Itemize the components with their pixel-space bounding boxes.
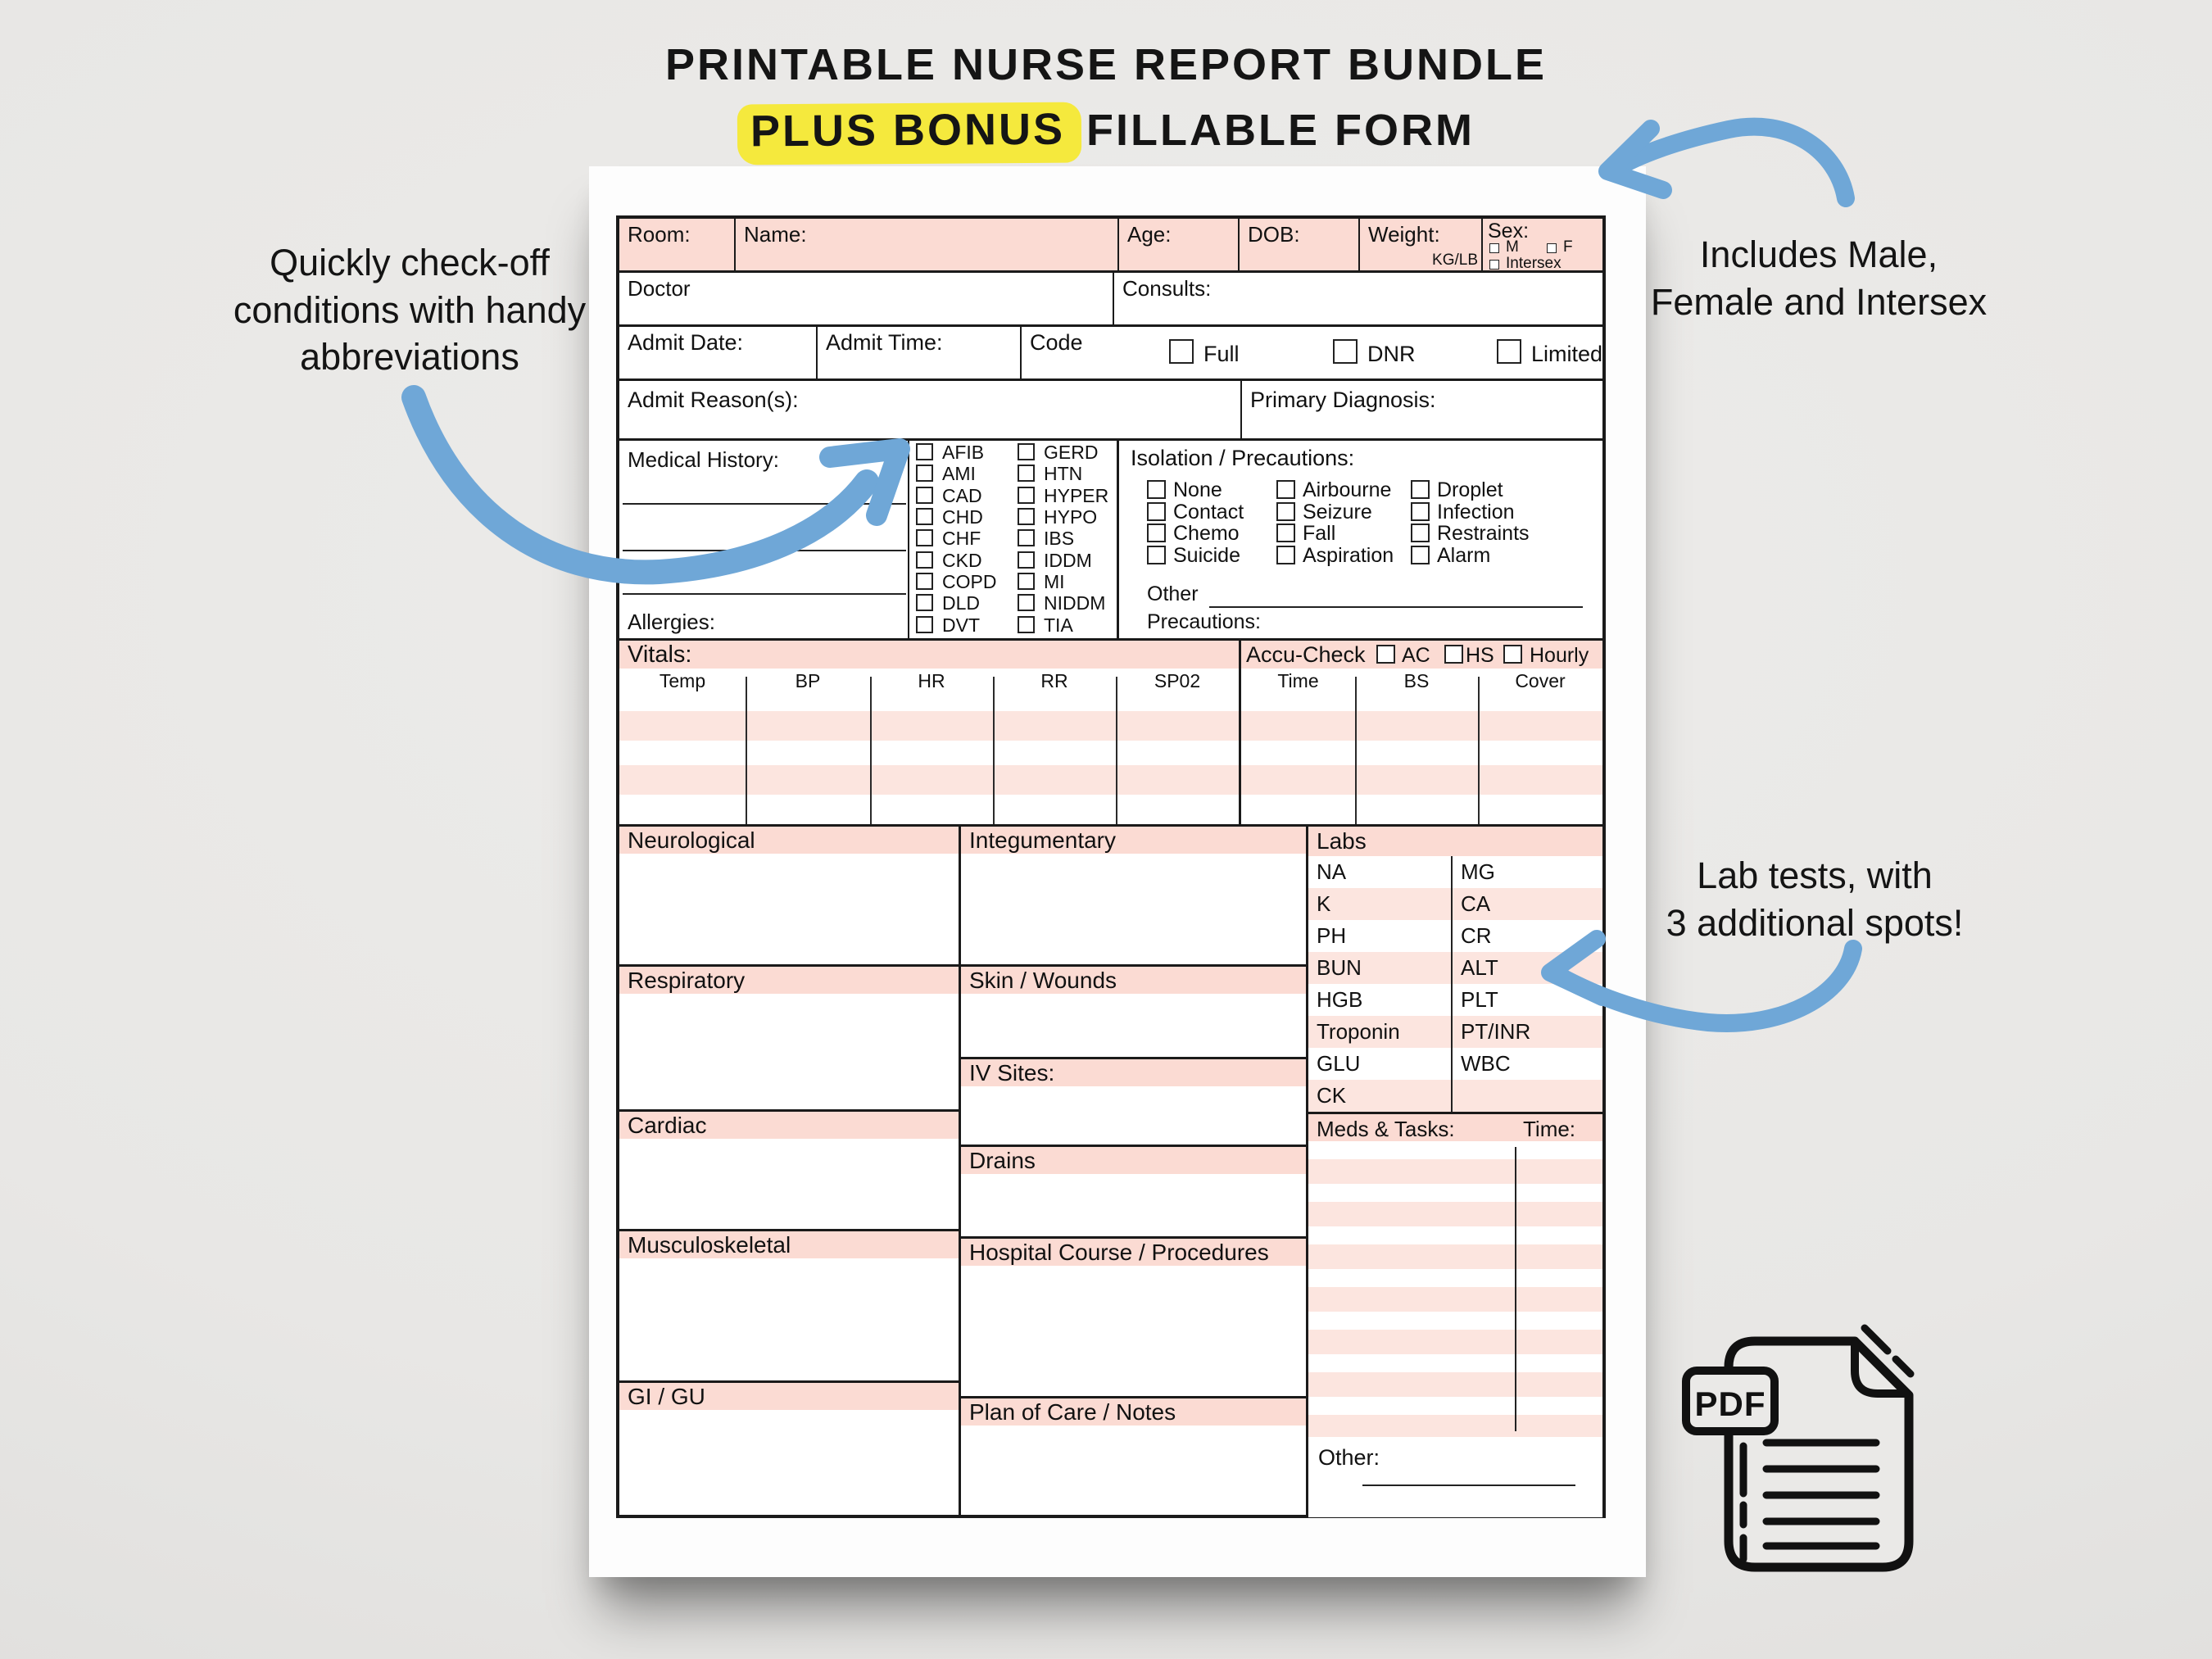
iso-restraints-checkbox[interactable]	[1411, 524, 1430, 542]
other-field[interactable]	[1308, 1437, 1602, 1517]
mh-chd-checkbox[interactable]	[916, 508, 933, 525]
iv-sites-section[interactable]	[961, 1057, 1306, 1145]
respiratory-label: Respiratory	[619, 967, 959, 994]
sex-field[interactable]	[1483, 219, 1602, 273]
lab-row-k[interactable]: K	[1308, 888, 1451, 920]
lab-row-troponin[interactable]: Troponin	[1308, 1016, 1451, 1048]
code-label: Code	[1030, 330, 1083, 355]
admit-time-label: Admit Time:	[826, 330, 943, 355]
dob-label: DOB:	[1248, 222, 1300, 247]
iso-other-line[interactable]	[1209, 606, 1583, 608]
drains-label: Drains	[961, 1147, 1306, 1174]
sex-male-label: M	[1506, 238, 1519, 256]
medical-history-checkbox-panel	[909, 441, 1119, 638]
accucheck-divider-2	[1478, 677, 1480, 824]
accucheck-hs-checkbox[interactable]	[1444, 645, 1463, 664]
name-field[interactable]	[736, 219, 1119, 273]
iso-none-checkbox[interactable]	[1147, 480, 1166, 499]
mh-ami-label: AMI	[942, 463, 976, 484]
iso-precautions-label: Precautions:	[1147, 610, 1261, 633]
room-field[interactable]	[619, 219, 736, 273]
code-field[interactable]	[1022, 327, 1602, 381]
mh-htn-label: HTN	[1044, 463, 1083, 484]
iso-aspiration-checkbox[interactable]	[1276, 546, 1295, 564]
iso-seizure-checkbox[interactable]	[1276, 502, 1295, 521]
mh-niddm-checkbox[interactable]	[1018, 594, 1035, 611]
vitals-label: Vitals:	[628, 641, 692, 668]
page-title: PRINTABLE NURSE REPORT BUNDLE	[664, 40, 1548, 89]
hospital-course-section[interactable]	[961, 1236, 1306, 1396]
mh-ckd-label: CKD	[942, 550, 982, 571]
iso-airbourne-checkbox[interactable]	[1276, 480, 1295, 499]
pdf-file-icon	[1681, 1323, 1927, 1585]
page-subtitle-rest: FILLABLE FORM	[1086, 106, 1475, 155]
labs-left-column[interactable]	[1308, 856, 1451, 1112]
mh-chd-label: CHD	[942, 506, 983, 528]
lab-row-glu[interactable]: GLU	[1317, 1051, 1361, 1076]
weight-unit-label: KG/LB	[1432, 252, 1478, 269]
vitals-divider-3	[993, 677, 995, 824]
accucheck-col-bs: BS	[1403, 670, 1430, 691]
accucheck-divider-1	[1355, 677, 1357, 824]
iso-contact-label: Contact	[1173, 501, 1244, 524]
note-labs-line2: 3 additional spots!	[1666, 901, 1964, 944]
mh-afib-checkbox[interactable]	[916, 443, 933, 460]
medical-history-line2	[623, 550, 906, 551]
iso-infection-checkbox[interactable]	[1411, 502, 1430, 521]
iso-fall-checkbox[interactable]	[1276, 524, 1295, 542]
iso-seizure-label: Seizure	[1303, 501, 1372, 524]
hospital-course-label: Hospital Course / Procedures	[961, 1239, 1306, 1266]
sex-male-checkbox[interactable]	[1489, 243, 1499, 253]
vitals-header-bar	[619, 641, 1239, 669]
neurological-label: Neurological	[619, 827, 959, 854]
other-line[interactable]	[1362, 1484, 1575, 1486]
doctor-field[interactable]	[619, 273, 1114, 327]
note-labs	[1577, 852, 2052, 946]
gi-gu-section[interactable]	[619, 1380, 959, 1517]
accucheck-ac-label: AC	[1402, 644, 1430, 667]
mh-hypo-checkbox[interactable]	[1018, 508, 1035, 525]
consults-field[interactable]	[1114, 273, 1602, 327]
note-sex-line1: Includes Male,	[1699, 233, 1938, 275]
vitals-col-hr: HR	[918, 670, 945, 691]
vitals-col-sp02: SP02	[1154, 670, 1201, 691]
accucheck-col-time: Time	[1277, 670, 1319, 691]
integumentary-label: Integumentary	[961, 827, 1306, 854]
accucheck-hourly-label: Hourly	[1530, 644, 1589, 667]
cardiac-label: Cardiac	[619, 1112, 959, 1139]
pdf-badge-text: PDF	[1694, 1385, 1766, 1423]
mh-ibs-label: IBS	[1044, 528, 1075, 549]
code-full-label: Full	[1203, 342, 1240, 366]
skin-wounds-label: Skin / Wounds	[961, 967, 1306, 994]
lab-row-mg[interactable]: MG	[1461, 859, 1495, 884]
sex-female-checkbox[interactable]	[1547, 243, 1557, 253]
skin-wounds-section[interactable]	[961, 964, 1306, 1057]
iso-other-label: Other	[1147, 582, 1199, 605]
page-subtitle	[0, 103, 2212, 164]
labs-divider	[1451, 856, 1453, 1112]
iso-chemo-label: Chemo	[1173, 522, 1240, 545]
mh-chf-label: CHF	[942, 528, 981, 549]
gi-gu-label: GI / GU	[619, 1383, 959, 1410]
name-label: Name:	[744, 222, 807, 247]
lab-row-alt[interactable]: ALT	[1453, 952, 1602, 984]
plan-of-care-label: Plan of Care / Notes	[961, 1398, 1306, 1426]
highlight-marker: PLUS BONUS	[737, 102, 1082, 165]
iso-suicide-checkbox[interactable]	[1147, 546, 1166, 564]
mh-hyper-label: HYPER	[1044, 485, 1109, 506]
accucheck-ac-checkbox[interactable]	[1376, 645, 1395, 664]
accucheck-header-bar	[1241, 641, 1602, 669]
sex-intersex-label: Intersex	[1506, 255, 1562, 272]
sex-label: Sex:	[1488, 220, 1530, 243]
mh-cad-label: CAD	[942, 485, 982, 506]
vitals-divider-2	[870, 677, 872, 824]
mh-afib-label: AFIB	[942, 442, 985, 463]
dob-field[interactable]	[1240, 219, 1360, 273]
lab-row-ck[interactable]: CK	[1308, 1080, 1451, 1112]
iso-droplet-label: Droplet	[1437, 478, 1503, 501]
lab-row-pt-inr[interactable]: PT/INR	[1453, 1016, 1602, 1048]
mh-htn-checkbox[interactable]	[1018, 465, 1035, 482]
vitals-divider-1	[746, 677, 747, 824]
consults-label: Consults:	[1122, 276, 1212, 301]
doctor-label: Doctor	[628, 276, 691, 301]
lab-row-extra[interactable]	[1453, 1080, 1602, 1112]
meds-time-label: Time:	[1523, 1117, 1576, 1141]
labs-label: Labs	[1308, 827, 1602, 856]
admit-time-field[interactable]	[818, 327, 1022, 381]
mh-hyper-checkbox[interactable]	[1018, 487, 1035, 504]
accucheck-hs-label: HS	[1466, 644, 1494, 667]
mh-dld-label: DLD	[942, 592, 981, 614]
lab-row-wbc[interactable]: WBC	[1461, 1051, 1511, 1076]
lab-row-hgb[interactable]: HGB	[1317, 987, 1363, 1012]
meds-time-divider	[1515, 1147, 1516, 1431]
mh-ami-checkbox[interactable]	[916, 465, 933, 482]
primary-diagnosis-label: Primary Diagnosis:	[1250, 388, 1436, 412]
medical-history-label: Medical History:	[628, 447, 779, 472]
note-checkoff-line2: conditions with handy	[233, 288, 587, 331]
meds-tasks-label: Meds & Tasks:	[1317, 1117, 1455, 1141]
meds-tasks-grid[interactable]	[1308, 1141, 1602, 1437]
assessment-middle-column	[961, 827, 1308, 1517]
accucheck-hourly-checkbox[interactable]	[1503, 645, 1522, 664]
other-label: Other:	[1318, 1445, 1380, 1470]
mh-gerd-label: GERD	[1044, 442, 1099, 463]
assessment-left-column	[619, 827, 961, 1517]
room-label: Room:	[628, 222, 691, 247]
iso-alarm-label: Alarm	[1437, 544, 1491, 567]
iso-alarm-checkbox[interactable]	[1411, 546, 1430, 564]
lab-row-ca[interactable]: CA	[1453, 888, 1602, 920]
admit-reasons-field[interactable]	[619, 381, 1242, 441]
labs-right-column[interactable]	[1453, 856, 1602, 1112]
isolation-label: Isolation / Precautions:	[1131, 446, 1355, 470]
medical-history-line1	[623, 503, 906, 505]
accucheck-label: Accu-Check	[1246, 642, 1366, 667]
mh-copd-checkbox[interactable]	[916, 573, 933, 590]
admit-reasons-label: Admit Reason(s):	[628, 388, 799, 412]
admit-date-label: Admit Date:	[628, 330, 744, 355]
mh-dvt-checkbox[interactable]	[916, 616, 933, 633]
mh-iddm-label: IDDM	[1044, 550, 1092, 571]
mh-iddm-checkbox[interactable]	[1018, 551, 1035, 569]
cardiac-section[interactable]	[619, 1109, 959, 1229]
assessment-right-column	[1308, 827, 1602, 1517]
iso-contact-checkbox[interactable]	[1147, 502, 1166, 521]
meds-tasks-bar	[1308, 1112, 1602, 1141]
sex-female-label: F	[1563, 238, 1573, 256]
allergies-label: Allergies:	[628, 610, 715, 634]
mh-gerd-checkbox[interactable]	[1018, 443, 1035, 460]
medical-history-line3	[623, 593, 906, 595]
iso-aspiration-label: Aspiration	[1303, 544, 1394, 567]
note-labs-line1: Lab tests, with	[1697, 854, 1933, 896]
iso-chemo-checkbox[interactable]	[1147, 524, 1166, 542]
note-checkoff-line1: Quickly check-off	[270, 242, 550, 283]
drains-section[interactable]	[961, 1145, 1306, 1236]
note-checkoff-line3: abbreviations	[300, 336, 519, 378]
respiratory-section[interactable]	[619, 964, 959, 1109]
iso-none-label: None	[1173, 478, 1222, 501]
iso-infection-label: Infection	[1437, 501, 1515, 524]
iso-restraints-label: Restraints	[1437, 522, 1530, 545]
musculoskeletal-section[interactable]	[619, 1229, 959, 1380]
mh-ibs-checkbox[interactable]	[1018, 529, 1035, 546]
vitals-col-temp: Temp	[659, 670, 706, 691]
mh-dvt-label: DVT	[942, 614, 980, 636]
vitals-col-rr: RR	[1040, 670, 1068, 691]
vitals-col-bp: BP	[795, 670, 821, 691]
mh-tia-checkbox[interactable]	[1018, 616, 1035, 633]
isolation-precautions-field	[1119, 441, 1602, 638]
code-limited-label: Limited	[1531, 342, 1603, 366]
mh-copd-label: COPD	[942, 571, 997, 592]
vitals-accucheck-border	[1239, 638, 1241, 827]
musculoskeletal-label: Musculoskeletal	[619, 1231, 959, 1258]
mh-cad-checkbox[interactable]	[916, 487, 933, 504]
vitals-grid[interactable]	[619, 669, 1602, 824]
age-field[interactable]	[1119, 219, 1240, 273]
weight-label: Weight:	[1368, 222, 1440, 247]
neurological-section[interactable]	[619, 827, 959, 964]
mh-hypo-label: HYPO	[1044, 506, 1098, 528]
vitals-divider-4	[1116, 677, 1117, 824]
mh-tia-label: TIA	[1044, 614, 1073, 636]
iso-suicide-label: Suicide	[1173, 544, 1240, 567]
note-sex-line2: Female and Intersex	[1650, 280, 1988, 323]
code-dnr-checkbox[interactable]	[1333, 339, 1358, 364]
iso-fall-label: Fall	[1303, 522, 1336, 545]
sex-intersex-checkbox[interactable]	[1489, 260, 1499, 270]
assessment-grid	[619, 824, 1602, 1517]
mh-mi-checkbox[interactable]	[1018, 573, 1035, 590]
primary-diagnosis-field[interactable]	[1242, 381, 1602, 441]
lab-row-na[interactable]: NA	[1317, 859, 1347, 884]
code-dnr-label: DNR	[1367, 342, 1416, 366]
lab-row-plt[interactable]: PLT	[1461, 987, 1498, 1012]
nurse-report-form	[616, 215, 1606, 1518]
accucheck-col-cover: Cover	[1515, 670, 1566, 691]
mh-niddm-label: NIDDM	[1044, 592, 1106, 614]
age-label: Age:	[1127, 222, 1172, 247]
lab-row-bun[interactable]: BUN	[1308, 952, 1451, 984]
plan-of-care-section[interactable]	[961, 1396, 1306, 1517]
weight-field[interactable]	[1360, 219, 1483, 273]
iso-airbourne-label: Airbourne	[1303, 478, 1392, 501]
mh-ckd-checkbox[interactable]	[916, 551, 933, 569]
admit-date-field[interactable]	[619, 327, 818, 381]
code-full-checkbox[interactable]	[1169, 339, 1194, 364]
mh-dld-checkbox[interactable]	[916, 594, 933, 611]
code-limited-checkbox[interactable]	[1497, 339, 1521, 364]
lab-row-cr[interactable]: CR	[1461, 923, 1492, 948]
medical-history-field[interactable]	[619, 441, 909, 638]
mh-mi-label: MI	[1044, 571, 1065, 592]
note-sex-options	[1581, 231, 2056, 325]
integumentary-section[interactable]	[961, 827, 1306, 964]
lab-row-ph[interactable]: PH	[1317, 923, 1347, 948]
iv-sites-label: IV Sites:	[961, 1059, 1306, 1086]
iso-droplet-checkbox[interactable]	[1411, 480, 1430, 499]
mh-chf-checkbox[interactable]	[916, 529, 933, 546]
